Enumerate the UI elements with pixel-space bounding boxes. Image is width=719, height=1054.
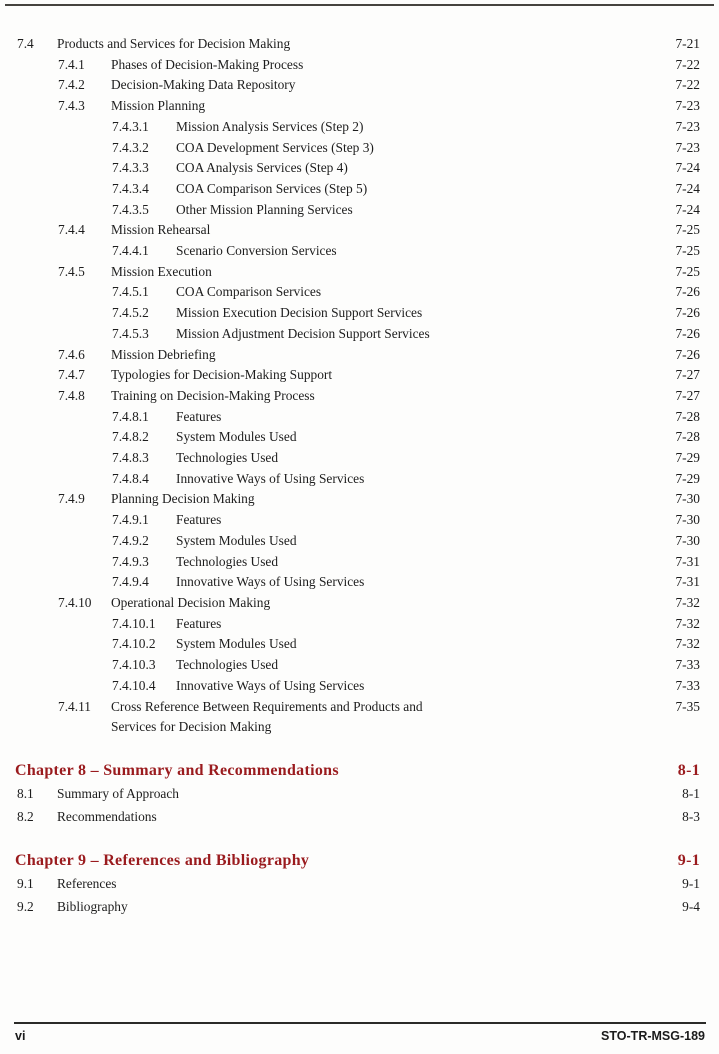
toc-entry-title: COA Comparison Services (Step 5) — [176, 180, 368, 196]
toc-entry-number: 7.4.3 — [58, 98, 85, 114]
toc-entry — [0, 572, 719, 593]
toc-entry — [0, 655, 719, 676]
toc-entry-page: 7-31 — [675, 574, 700, 590]
footer-rule — [14, 1022, 706, 1024]
toc-entry-title: Phases of Decision-Making Process — [111, 56, 304, 72]
toc-entry-title: COA Comparison Services — [176, 284, 322, 300]
toc-entry — [0, 489, 719, 510]
toc-entry-number: 7.4.2 — [58, 77, 85, 93]
toc-entry-title: System Modules Used — [176, 636, 297, 652]
toc-entry — [0, 697, 719, 738]
toc-entry-page: 7-35 — [675, 698, 700, 714]
toc-entry-title: Planning Decision Making — [111, 491, 255, 507]
toc-entry — [0, 200, 719, 221]
toc-entry — [0, 634, 719, 655]
toc-entry — [0, 386, 719, 407]
toc-entry-page: 7-21 — [675, 36, 700, 51]
toc-entry-page: 9-1 — [682, 876, 700, 892]
toc-entry — [0, 510, 719, 531]
toc-entry-number: 7.4.3.1 — [112, 118, 149, 134]
toc-entry-page: 7-24 — [675, 201, 700, 217]
toc-entry-number: 9.1 — [17, 876, 34, 892]
toc-entry-page: 7-26 — [675, 325, 700, 341]
toc-entry-number: 7.4.10 — [58, 594, 92, 610]
toc-entry — [0, 220, 719, 241]
toc-entry-title-line: Cross Reference Between Requirements and Products and — [111, 698, 423, 714]
toc-entry-page: 7-32 — [675, 594, 700, 610]
toc-entry-number: 7.4.5 — [58, 263, 85, 279]
toc-entry-page: 7-23 — [675, 139, 700, 155]
toc-entry-page: 8-3 — [682, 808, 700, 824]
toc-entry — [0, 614, 719, 635]
toc-entry-title: System Modules Used — [176, 429, 297, 445]
toc-entry-title: Mission Analysis Services (Step 2) — [176, 118, 364, 134]
toc-entry-number: 7.4.9.2 — [112, 532, 149, 548]
toc-entry-number: 7.4.5.1 — [112, 284, 149, 300]
toc-entry-title: Operational Decision Making — [111, 594, 271, 610]
toc-entry-title: Features — [176, 408, 222, 424]
toc-entry-number: 8.2 — [17, 808, 34, 824]
toc-entry-page: 7-30 — [675, 512, 700, 528]
toc-entry — [0, 783, 719, 806]
toc-entry-title: References — [57, 876, 117, 892]
toc-entry-number: 7.4.10.3 — [112, 657, 156, 673]
toc-entry-title: Innovative Ways of Using Services — [176, 574, 365, 590]
toc-entry-title: Mission Execution Decision Support Services — [176, 305, 423, 321]
toc-entry-title: Mission Debriefing — [111, 346, 216, 362]
toc-entry-title: Summary of Approach — [57, 785, 179, 801]
toc-entry — [0, 365, 719, 386]
toc-section-7-4 — [0, 34, 719, 738]
toc-entry-title: COA Analysis Services (Step 4) — [176, 160, 348, 176]
toc-entry-page: 7-24 — [675, 160, 700, 176]
toc-entry — [0, 241, 719, 262]
toc-entry-number: 7.4.4.1 — [112, 243, 149, 259]
chapter-block — [0, 849, 719, 918]
chapter-blocks — [0, 759, 719, 918]
toc-entry-page: 7-33 — [675, 657, 700, 673]
toc-entry-number: 7.4.3.2 — [112, 139, 149, 155]
toc-entry-number: 7.4.8.3 — [112, 450, 149, 466]
toc-entry — [0, 138, 719, 159]
toc-entry-title: Scenario Conversion Services — [176, 243, 337, 259]
toc-entry-number: 7.4.9.4 — [112, 574, 149, 590]
toc-entry-page: 7-25 — [675, 243, 700, 259]
toc-entry-page: 7-27 — [675, 387, 700, 403]
toc-entry-title: Products and Services for Decision Making — [57, 36, 291, 51]
toc-entry-number: 7.4.9 — [58, 491, 85, 507]
toc-entry-page: 7-26 — [675, 346, 700, 362]
toc-entry-page: 7-24 — [675, 180, 700, 196]
toc-entry-number: 8.1 — [17, 785, 34, 801]
toc-entry-number: 7.4.10.1 — [112, 615, 156, 631]
toc-entry — [0, 282, 719, 303]
page-footer — [0, 1022, 719, 1054]
toc-entry-title-line: Services for Decision Making — [111, 719, 272, 735]
toc-entry-number: 7.4.3.3 — [112, 160, 149, 176]
toc-entry — [0, 34, 719, 55]
toc-entry-number: 7.4.9.3 — [112, 553, 149, 569]
toc-entry-page: 7-26 — [675, 305, 700, 321]
toc-entry-number: 7.4.7 — [58, 367, 85, 383]
toc-entry-title: Bibliography — [57, 898, 128, 914]
toc-entry — [0, 448, 719, 469]
toc-entry-page: 7-28 — [675, 429, 700, 445]
toc-entry-page: 7-25 — [675, 263, 700, 279]
toc-entry — [0, 324, 719, 345]
toc-entry — [0, 303, 719, 324]
toc-entry-number: 7.4.1 — [58, 56, 85, 72]
toc-entry-title: Mission Planning — [111, 98, 206, 114]
toc-entry-title: Training on Decision-Making Process — [111, 387, 315, 403]
chapter-heading-page: 8-1 — [677, 761, 700, 779]
toc-entry-page: 7-31 — [675, 553, 700, 569]
toc-entry — [0, 158, 719, 179]
toc-entry — [0, 896, 719, 919]
toc-entry — [0, 75, 719, 96]
toc-entry-page: 7-30 — [675, 491, 700, 507]
toc-entry-number: 7.4.3.5 — [112, 201, 149, 217]
toc-entry-number: 7.4.11 — [58, 698, 91, 714]
folio-page-number: vi — [15, 1029, 26, 1043]
toc-entry-number: 7.4.8.2 — [112, 429, 149, 445]
toc-entry-number: 7.4.4 — [58, 222, 85, 238]
chapter-block — [0, 759, 719, 828]
toc-entry — [0, 262, 719, 283]
toc-entry — [0, 407, 719, 428]
toc-entry-number: 7.4.5.3 — [112, 325, 149, 341]
table-of-contents — [0, 34, 719, 918]
toc-entry-title: Technologies Used — [176, 450, 279, 466]
chapter-heading-title: Chapter 9 – References and Bibliography — [15, 852, 310, 870]
toc-entry-page: 7-23 — [675, 118, 700, 134]
toc-entry-title: Typologies for Decision-Making Support — [111, 367, 333, 383]
toc-entry-page: 7-26 — [675, 284, 700, 300]
toc-entry-title: Recommendations — [57, 808, 157, 824]
toc-entry-page: 7-28 — [675, 408, 700, 424]
toc-entry-title: COA Development Services (Step 3) — [176, 139, 374, 155]
toc-entry-number: 7.4.8 — [58, 387, 85, 403]
footer-row — [15, 1029, 705, 1043]
toc-entry-title — [111, 697, 662, 738]
toc-entry-number: 9.2 — [17, 898, 34, 914]
toc-entry — [0, 676, 719, 697]
toc-entry-page: 7-30 — [675, 532, 700, 548]
toc-entry — [0, 427, 719, 448]
toc-entry-page: 8-1 — [682, 785, 700, 801]
toc-entry-title: Features — [176, 512, 222, 528]
toc-entry — [0, 531, 719, 552]
toc-entry — [0, 345, 719, 366]
toc-entry — [0, 96, 719, 117]
toc-entry-number: 7.4.10.2 — [112, 636, 156, 652]
toc-entry-page: 7-27 — [675, 367, 700, 383]
toc-entry-page: 7-29 — [675, 470, 700, 486]
toc-entry-title: Mission Execution — [111, 263, 212, 279]
toc-entry-number: 7.4.3.4 — [112, 180, 149, 196]
toc-entry-title: System Modules Used — [176, 532, 297, 548]
toc-entry-page: 7-29 — [675, 450, 700, 466]
toc-entry-number: 7.4.6 — [58, 346, 85, 362]
toc-entry-page: 7-22 — [675, 56, 700, 72]
toc-entry — [0, 469, 719, 490]
document-id: STO-TR-MSG-189 — [601, 1029, 705, 1043]
toc-entry-title: Mission Rehearsal — [111, 222, 211, 238]
toc-entry-number: 7.4.9.1 — [112, 512, 149, 528]
toc-entry-title: Innovative Ways of Using Services — [176, 677, 365, 693]
toc-entry-title: Decision-Making Data Repository — [111, 77, 296, 93]
toc-entry-page: 7-22 — [675, 77, 700, 93]
chapter-heading — [0, 849, 719, 873]
toc-entry-title: Features — [176, 615, 222, 631]
toc-entry-page: 7-32 — [675, 615, 700, 631]
toc-entry — [0, 117, 719, 138]
toc-entry-title: Other Mission Planning Services — [176, 201, 353, 217]
chapter-heading — [0, 759, 719, 783]
toc-entry — [0, 55, 719, 76]
toc-entry-page: 7-32 — [675, 636, 700, 652]
toc-entry-page: 7-23 — [675, 98, 700, 114]
toc-entry-number: 7.4.8.1 — [112, 408, 149, 424]
toc-entry — [0, 593, 719, 614]
toc-entry-title: Technologies Used — [176, 657, 279, 673]
toc-entry-page: 7-25 — [675, 222, 700, 238]
toc-entry — [0, 552, 719, 573]
toc-entry — [0, 806, 719, 829]
toc-entry-title: Mission Adjustment Decision Support Services — [176, 325, 430, 341]
toc-entry — [0, 179, 719, 200]
toc-entry-number: 7.4 — [17, 36, 34, 51]
toc-entry-number: 7.4.5.2 — [112, 305, 149, 321]
toc-entry-title: Technologies Used — [176, 553, 279, 569]
chapter-heading-title: Chapter 8 – Summary and Recommendations — [15, 761, 339, 779]
toc-entry-title: Innovative Ways of Using Services — [176, 470, 365, 486]
toc-entry — [0, 873, 719, 896]
toc-entry-number: 7.4.8.4 — [112, 470, 149, 486]
top-rule — [5, 4, 714, 6]
chapter-heading-page: 9-1 — [677, 852, 700, 870]
toc-entry-page: 7-33 — [675, 677, 700, 693]
toc-entry-number: 7.4.10.4 — [112, 677, 156, 693]
toc-entry-page: 9-4 — [682, 898, 700, 914]
